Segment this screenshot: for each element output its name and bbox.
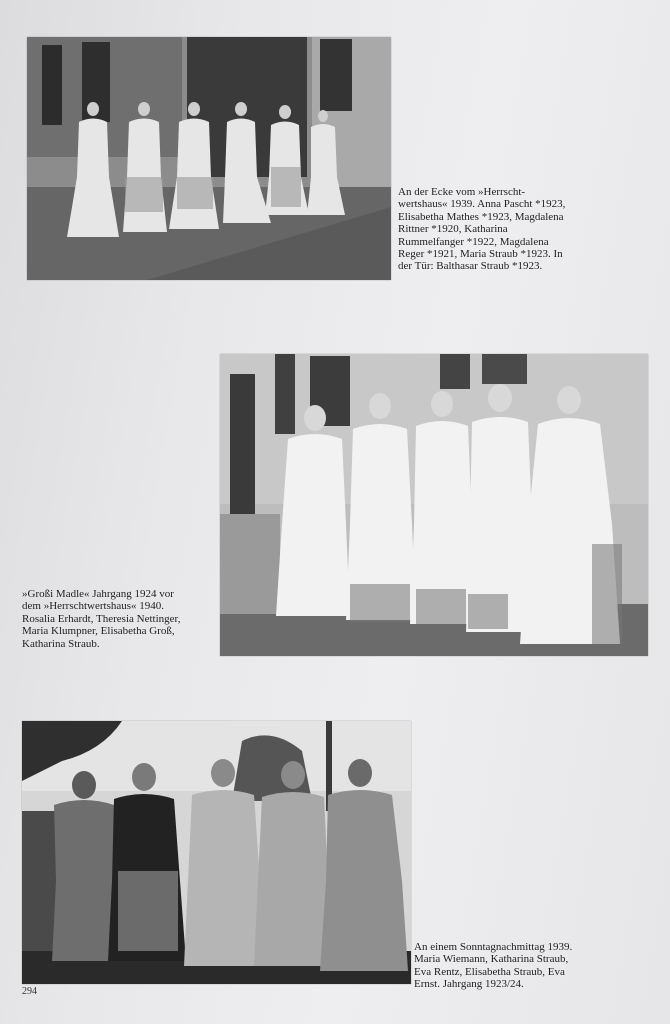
photo-3-caption: [414, 941, 572, 991]
photo-2-caption: [22, 588, 181, 650]
caption-line: An einem Sonntagnachmittag 1939.: [414, 941, 573, 953]
caption-line: Rosalia Erhardt, Theresia Nettinger,: [22, 612, 181, 625]
photo-herrschtwertshaus-1939: [27, 37, 391, 280]
photo-grossi-madle-1940: [220, 354, 648, 656]
caption-line: Rummelfanger *1922, Magdalena: [398, 235, 549, 248]
caption-line: Ernst. Jahrgang 1923/24.: [414, 978, 524, 991]
caption-line: Maria Klumpner, Elisabetha Groß,: [22, 625, 175, 638]
caption-line: dem »Herrschtwertshaus« 1940.: [22, 600, 165, 613]
photo-sonntagnachmittag-1939: [22, 721, 411, 984]
caption-line: Maria Wiemann, Katharina Straub,: [414, 953, 569, 966]
caption-line: An der Ecke vom »Herrscht-: [398, 186, 526, 198]
caption-line: Elisabetha Mathes *1923, Magdalena: [398, 210, 564, 223]
photo-1-caption: [398, 186, 565, 273]
caption-line: Reger *1921, Maria Straub *1923. In: [398, 248, 563, 261]
caption-line: »Großi Madle« Jahrgang 1924 vor: [22, 588, 174, 600]
page-number: 294: [22, 986, 37, 997]
caption-line: Rittner *1920, Katharina: [398, 223, 508, 236]
caption-line: wertshaus« 1939. Anna Pascht *1923,: [398, 198, 566, 211]
caption-line: Katharina Straub.: [22, 637, 100, 650]
caption-line: Eva Rentz, Elisabetha Straub, Eva: [414, 965, 565, 978]
caption-line: der Tür: Balthasar Straub *1923.: [398, 260, 543, 273]
